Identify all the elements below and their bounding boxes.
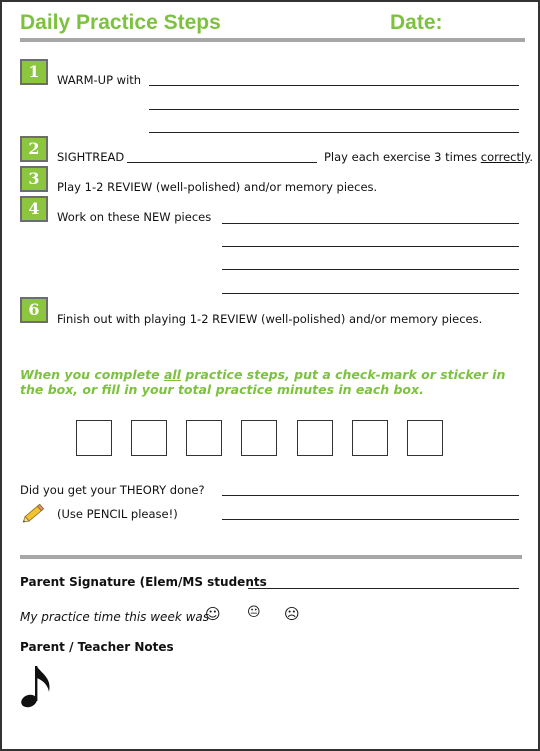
notes-label: Parent / Teacher Notes xyxy=(20,640,174,654)
new-pieces-line-1[interactable] xyxy=(222,223,519,224)
step-2-text: SIGHTREAD xyxy=(57,150,125,164)
parent-signature-label: Parent Signature (Elem/MS students xyxy=(20,575,267,589)
step-number-4: 4 xyxy=(20,196,48,222)
smile-face-icon[interactable]: ☺ xyxy=(205,605,221,623)
page-title: Daily Practice Steps xyxy=(20,11,221,34)
step-2-after-text: Play each exercise 3 times correctly. xyxy=(324,150,534,164)
step-1-text: WARM-UP with xyxy=(57,73,142,87)
header-rule xyxy=(20,38,525,42)
checkbox-instructions: When you complete all practice steps, put a check-mark or sticker in the box, or fill in your total practice minutes in each box. xyxy=(20,367,506,397)
parent-signature-line[interactable] xyxy=(248,588,519,589)
eighth-note-icon xyxy=(20,662,56,710)
practice-time-label: My practice time this week was xyxy=(20,610,210,624)
practice-box-1[interactable] xyxy=(76,420,112,456)
sightread-line[interactable] xyxy=(127,162,317,163)
warmup-line-1[interactable] xyxy=(149,85,519,86)
step-6-text: Finish out with playing 1-2 REVIEW (well-polished) and/or memory pieces. xyxy=(57,312,483,326)
practice-box-7[interactable] xyxy=(407,420,443,456)
neutral-face-icon[interactable]: 😐 xyxy=(247,605,261,620)
practice-box-3[interactable] xyxy=(186,420,222,456)
practice-box-2[interactable] xyxy=(131,420,167,456)
step-number-1: 1 xyxy=(20,59,48,85)
theory-note: (Use PENCIL please!) xyxy=(57,507,178,521)
date-label: Date: xyxy=(390,11,443,34)
step-3-text: Play 1-2 REVIEW (well-polished) and/or memory pieces. xyxy=(57,180,378,194)
step-number-6: 6 xyxy=(20,297,48,323)
practice-box-5[interactable] xyxy=(297,420,333,456)
practice-box-6[interactable] xyxy=(352,420,388,456)
step-4-text: Work on these NEW pieces xyxy=(57,210,212,224)
pencil-icon xyxy=(20,500,48,526)
step-number-2: 2 xyxy=(20,136,48,162)
new-pieces-line-4[interactable] xyxy=(222,293,519,294)
theory-line-2[interactable] xyxy=(222,519,519,520)
frown-face-icon[interactable]: ☹ xyxy=(284,605,300,623)
warmup-line-2[interactable] xyxy=(149,109,519,110)
practice-box-4[interactable] xyxy=(241,420,277,456)
step-number-3: 3 xyxy=(20,166,48,192)
new-pieces-line-2[interactable] xyxy=(222,246,519,247)
warmup-line-3[interactable] xyxy=(149,132,519,133)
section-rule xyxy=(20,555,522,559)
theory-line-1[interactable] xyxy=(222,495,519,496)
new-pieces-line-3[interactable] xyxy=(222,269,519,270)
theory-question: Did you get your THEORY done? xyxy=(20,483,205,497)
